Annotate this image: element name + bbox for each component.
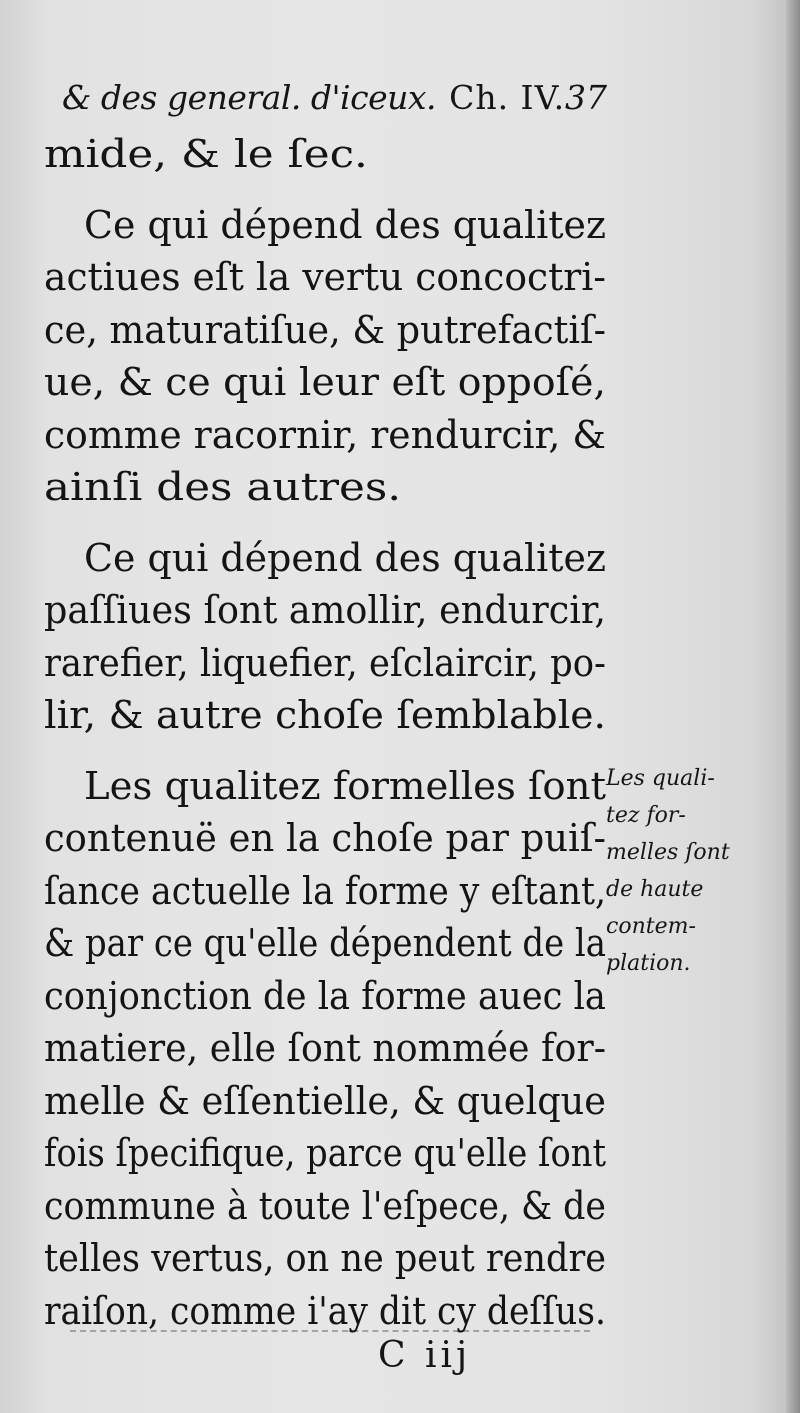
text-line: ſance actuelle la forme y eſtant, [44, 868, 606, 913]
text-line: Ce qui dépend des qualitez [84, 535, 606, 580]
running-title: & des general. d'iceux. [62, 78, 436, 117]
chapter-number: Ch. IV. [449, 78, 566, 117]
margin-note-line: de haute [606, 877, 704, 902]
marginal-note [606, 760, 786, 982]
page-number: 37 [565, 78, 607, 117]
margin-note-line: contem- [606, 914, 696, 939]
text-line: Ce qui dépend des qualitez [84, 202, 606, 247]
text-line: commune à toute l'eſpece, & de [44, 1183, 607, 1228]
margin-note-line: plation. [606, 951, 691, 976]
text-line: melle & eſſentielle, & quelque [44, 1078, 607, 1123]
text-line: raiſon, comme i'ay dit cy deſſus. [44, 1288, 607, 1333]
text-line: contenuë en la choſe par puiſ- [44, 816, 606, 860]
text-line: ue, & ce qui leur eſt oppoſé, [44, 360, 607, 404]
text-line: ce, maturatiſue, & putrefactiſ- [44, 307, 607, 352]
margin-note-line: melles ſont [606, 840, 730, 865]
page-gutter [786, 0, 800, 1413]
text-line: lir, & autre choſe ſemblable. [44, 693, 607, 737]
text-line: paſſiues ſont amollir, endurcir, [44, 588, 606, 632]
text-line: & par ce qu'elle dépendent de la [44, 921, 606, 965]
text-line: rarefier, liquefier, eſclaircir, po- [44, 640, 606, 685]
text-line: Les qualitez formelles ſont [84, 763, 606, 808]
text-line: conjonction de la forme auec la [44, 973, 606, 1018]
text-line: mide, & le ſec. [44, 132, 368, 176]
text-line: comme racornir, rendurcir, & [44, 412, 606, 457]
text-line: actiues eſt la vertu concoctri- [44, 255, 606, 299]
text-line: telles vertus, on ne peut rendre [44, 1236, 606, 1280]
margin-note-line: tez for- [606, 803, 686, 828]
footer-rule [70, 1330, 590, 1332]
text-line: matiere, elle ſont nommée for- [44, 1026, 606, 1070]
margin-note-line: Les quali- [606, 766, 715, 791]
signature-mark: C iij [378, 1335, 472, 1376]
running-header [62, 78, 607, 128]
main-text [44, 128, 609, 1337]
text-line: fois ſpecifique, parce qu'elle ſont [44, 1131, 606, 1175]
text-line: ainſi des autres. [44, 465, 402, 509]
